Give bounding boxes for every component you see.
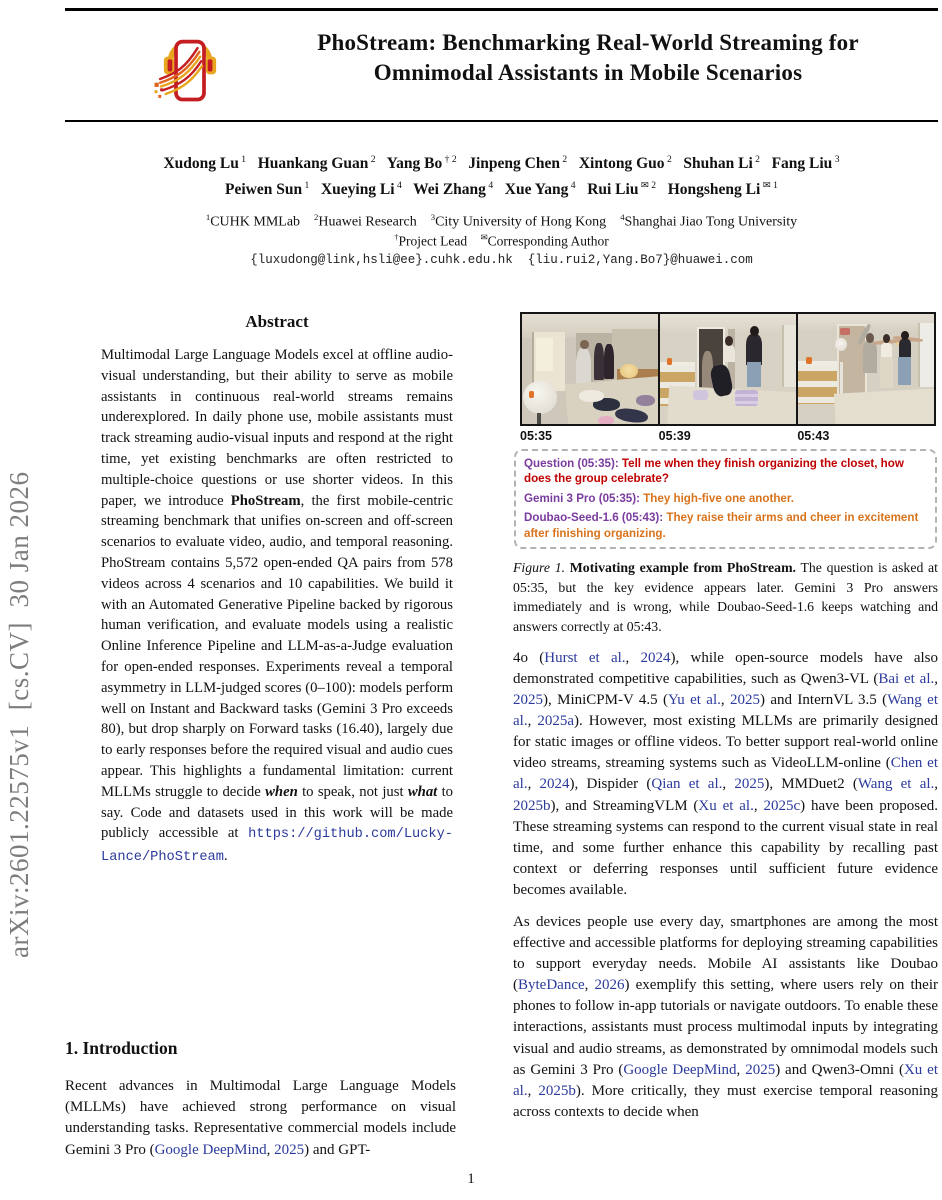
citation-link[interactable]: Google DeepMind <box>154 1141 267 1158</box>
scene-candle <box>806 357 811 364</box>
citation-link[interactable]: 2025a <box>537 713 575 730</box>
header-rule <box>65 120 938 122</box>
qa-gemini-label: Gemini 3 Pro (05:35): <box>524 491 644 505</box>
qa-question-label: Question (05:35): <box>524 457 622 470</box>
section-heading-introduction: 1. Introduction <box>65 1038 178 1058</box>
body-paragraph-2: As devices people use every day, smartphones are among the most effective and accessible platforms for deploying streaming capabilities to support everyday needs. Mobile AI assistants like Doubao (ByteDance, 2026) exemplify this setting, where users rely on their phones to follow in-app tutorials or navigate outdoors. To enable these interactions, assistants must process multimodal inputs by integrating visual and audio streams, as demonstrated by omnimodal models such as Gemini 3 Pro (Google DeepMind, 2025) and Qwen3-Omni (Xu et al., 2025b). More critically, they must exercise temporal reasoning across contexts to decide when <box>513 913 939 1120</box>
scene-person-gray <box>863 340 877 373</box>
citation-link[interactable]: 2025b <box>538 1082 576 1099</box>
qa-example-box <box>514 449 937 549</box>
author-emails: {luxudong@link,hsli@ee}.cuhk.edu.hk {liu.rui2,Yang.Bo7}@huawei.com <box>250 253 753 267</box>
qa-doubao-label: Doubao-Seed-1.6 (05:43): <box>524 511 667 525</box>
citation-link[interactable]: 2025 <box>513 692 543 709</box>
citation-link[interactable]: 2026 <box>594 977 625 994</box>
qa-gemini-line <box>524 491 927 506</box>
scene-sphere-lamp <box>523 381 557 414</box>
citation-link[interactable]: Yu et al. <box>668 692 721 709</box>
scene-candle <box>667 358 672 365</box>
qa-gemini-text: They high-five one another. <box>643 491 794 505</box>
scene-person-white-pants <box>880 357 892 388</box>
scene-person-head <box>580 340 588 349</box>
citation-link[interactable]: 2024 <box>539 776 570 793</box>
qa-question-line <box>524 456 927 487</box>
citation-link[interactable]: Chen et al. <box>513 755 938 793</box>
affiliations: $^1$CUHK MMLab $^2$Huawei Research $^3$City University of Hong Kong $^4$Shanghai Jiao Tong University <box>205 212 798 230</box>
scene-person-white-top <box>881 343 892 357</box>
scene-folded-stack <box>735 390 758 407</box>
scene-person-head-2 <box>750 326 759 336</box>
timestamp-3: 05:43 <box>797 429 830 443</box>
citation-link[interactable]: Wang et al. <box>857 776 935 793</box>
left-column <box>65 312 456 869</box>
video-frame-2 <box>660 314 796 424</box>
scene-person-black-top <box>899 339 911 357</box>
scene-table-lamp <box>620 364 638 378</box>
qa-doubao-line <box>524 510 927 541</box>
citation-link[interactable]: Wang et al. <box>513 692 939 730</box>
citation-link[interactable]: 2025 <box>730 692 761 709</box>
introduction-paragraph: Recent advances in Multimodal Large Language Models (MLLMs) have achieved strong performance on visual understanding tasks. Representative commercial models include Gemini 3 Pro (Google DeepMind, 2025) and GPT- <box>65 1078 456 1158</box>
citation-link[interactable]: Hurst et al. <box>544 649 626 666</box>
scene-mirror <box>536 338 554 371</box>
phostream-logo-icon <box>148 22 232 108</box>
scene-person-jeans <box>747 362 761 386</box>
authors-line-2: Peiwen Sun $^1$ Xueying Li $^4$ Wei Zhang $^4$ Xue Yang $^4$ Rui Liu $^{✉ 2}$ Hongsheng Li $^{✉ 1}$ <box>225 180 778 199</box>
abstract-heading: Abstract <box>245 312 309 331</box>
timestamp-2: 05:39 <box>658 429 691 443</box>
qa-question-text: Tell me when they finish organizing the closet, how does the group celebrate? <box>524 457 904 486</box>
scene-mirror <box>782 325 796 387</box>
citation-link[interactable]: 2025c <box>763 797 801 814</box>
frame-timestamps <box>520 429 936 443</box>
figure1-video-strip <box>520 312 936 426</box>
body-paragraph-1: 4o (Hurst et al., 2024), while open-source models have also demonstrated competitive capabilities, such as Qwen3-VL (Bai et al., 2025), MiniCPM-V 4.5 (Yu et al., 2025) and InternVL 3.5 (Wang et al., 2025a). However, most existing MLLMs are primarily designed for static images or offline videos. To better support real-world online video streams, streaming systems such as VideoLLM-online (Chen et al., 2024), Dispider (Qian et al., 2025), MMDuet2 (Wang et al., 2025b), and StreamingVLM (Xu et al., 2025c) have been proposed. These streaming systems can respond to the current visual state in real time, and some further enhance this capability by recalling past context or deferring responses until sufficient future evidence becomes available. <box>513 649 939 898</box>
scene-folded-stack-2 <box>693 390 708 400</box>
citation-link[interactable]: Xu et al. <box>698 797 754 814</box>
scene-person-black-jeans <box>898 357 911 386</box>
figure1-caption: Figure 1. Motivating example from PhoStream. The question is asked at 05:35, but the key evidence appears later. Gemini 3 Pro answers immediately and is wrong, while Doubao-Seed-1.6 keeps watching and answers correctly at 05:43. <box>513 560 938 635</box>
timestamp-1: 05:35 <box>520 429 552 443</box>
top-rule <box>65 8 938 11</box>
scene-person-black-top <box>746 334 762 365</box>
citation-link[interactable]: 2024 <box>640 649 671 666</box>
scene-door-decor <box>840 328 850 335</box>
citation-link[interactable]: Qian et al. <box>651 776 723 793</box>
qa-doubao-text: They raise their arms and cheer in excitement after finishing organizing. <box>524 511 919 540</box>
citation-link[interactable]: ByteDance <box>518 977 585 994</box>
scene-person-dark-1 <box>594 343 604 380</box>
scene-person-black-head <box>901 331 908 340</box>
scene-person-hoodie <box>576 347 591 387</box>
paper-title-line2: Omnimodal Assistants in Mobile Scenarios <box>373 60 803 85</box>
arxiv-sidebar-label: arXiv:2601.22575v1 [cs.CV] 30 Jan 2026 <box>4 471 34 958</box>
citation-link[interactable]: Xu et al. <box>513 1061 939 1099</box>
citation-link[interactable]: 2025 <box>734 776 765 793</box>
scene-candle <box>529 391 534 398</box>
citation-link[interactable]: 2025 <box>745 1061 776 1078</box>
abstract-body: Multimodal Large Language Models excel at offline audio-visual understanding, but their ability to serve as mobile assistants in continuous real-world streams remains underexplored. In daily phone use, mobile assistants must track streaming audio-visual inputs and respond at the right time, yet existing benchmarks are often restricted to multiple-choice questions or use shorter videos. In this paper, we introduce PhoStream, the first mobile-centric streaming benchmark that unifies on-screen and off-screen scenarios to evaluate video, audio, and temporal reasoning. PhoStream contains 5,572 open-ended QA pairs from 578 videos across 4 scenarios and 10 capabilities. We build it with an Automated Generative Pipeline backed by rigorous human verification, and evaluate models using a realistic Online Inference Pipeline and LLM-as-a-Judge evaluation for open-ended responses. Experiments reveal a temporal asymmetry in LLM-judged scores (0–100): models perform well on Instant and Backward tasks (Gemini 3 Pro exceeds 80), but drop sharply on Forward tasks (16.40), largely due to early responses before the required visual and audio cues appear. This highlights a fundamental limitation: current MLLMs struggle to decide when to speak, not just what to say. Code and datasets used in this work will be made publicly accessible at https://github.com/Lucky-Lance/PhoStream. <box>101 347 453 866</box>
github-link[interactable]: https://github.com/Lucky-Lance/PhoStream <box>101 827 453 866</box>
citation-link[interactable]: Bai et al. <box>878 670 935 687</box>
citation-link[interactable]: 2025 <box>274 1141 305 1158</box>
right-column <box>513 312 938 1123</box>
citation-link[interactable]: Google DeepMind <box>623 1061 737 1078</box>
video-frame-1 <box>522 314 658 424</box>
authors-line-1: Xudong Lu $^1$ Huankang Guan $^2$ Yang Bo $^{\dagger 2}$ Jinpeng Chen $^2$ Xintong Guo $^2$ Shuhan Li $^2$ Fang Liu $^3$ <box>163 154 840 173</box>
scene-person-white-top <box>723 345 735 363</box>
scene-bed <box>834 388 934 424</box>
video-frame-3 <box>798 314 934 424</box>
paper-title-line1: PhoStream: Benchmarking Real-World Streaming for <box>317 30 859 55</box>
scene-person-dark-2 <box>604 344 614 379</box>
paper-title <box>238 28 938 88</box>
scene-clothes-white <box>579 390 603 402</box>
page-number: 1 <box>467 1171 475 1187</box>
scene-lamp-stand <box>537 413 541 424</box>
scene-dresser <box>798 361 837 405</box>
citation-link[interactable]: 2025b <box>513 797 551 814</box>
author-roles: †Project Lead ✉Corresponding Author <box>394 233 609 249</box>
scene-window <box>918 323 934 387</box>
scene-person-gray-head <box>866 333 874 343</box>
scene-clothes-pink <box>598 416 614 424</box>
